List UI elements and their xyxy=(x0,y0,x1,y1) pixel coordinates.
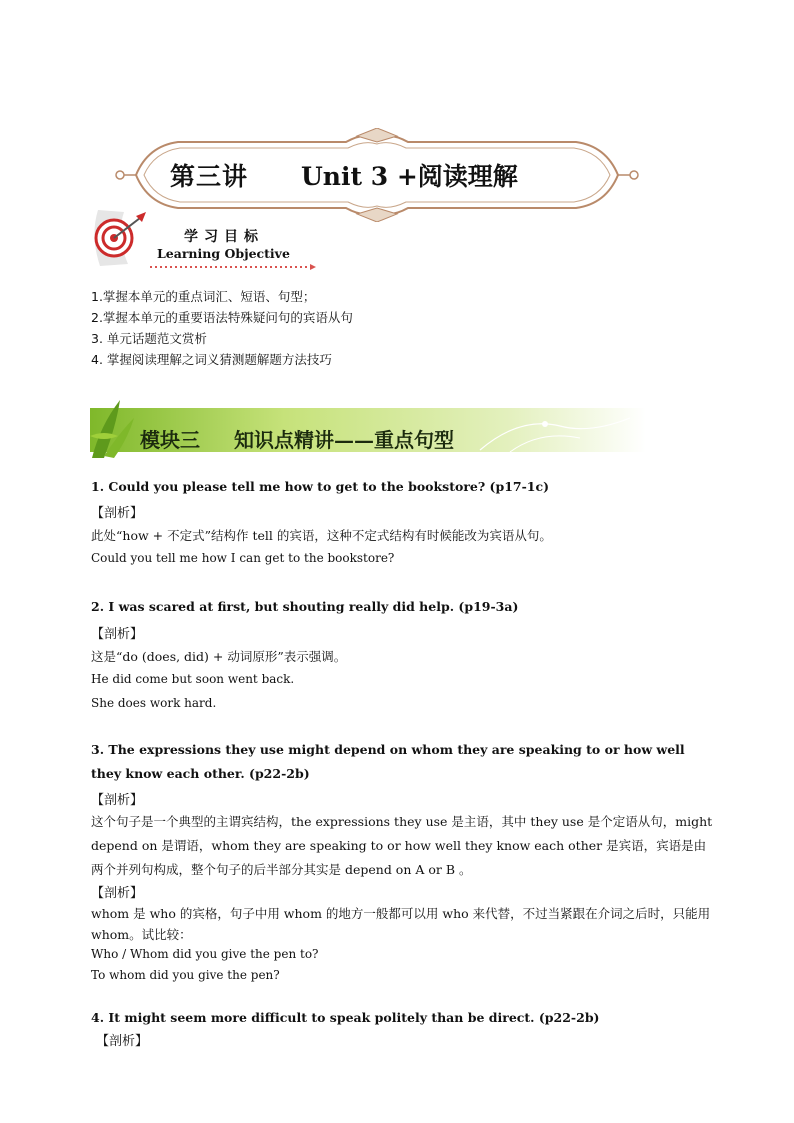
question-3: 3. The expressions they use might depend on whom they are speaking to or how well they know each other. (p22-2b) xyxy=(91,742,685,781)
analysis-tag: 【剖析】 xyxy=(91,793,144,808)
example-sentence: Could you tell me how I can get to the bookstore? xyxy=(91,551,395,565)
objective-title-cn: 学习目标 xyxy=(184,229,264,245)
module-name: 模块三 xyxy=(140,428,200,452)
example-sentence: He did come but soon went back. xyxy=(91,672,295,686)
analysis-tag: 【剖析】 xyxy=(91,886,144,901)
question-4: 4. It might seem more difficult to speak politely than be direct. (p22-2b) xyxy=(91,1010,600,1025)
objective-divider xyxy=(150,264,318,270)
question-2: 2. I was scared at first, but shouting really did help. (p19-3a) xyxy=(91,599,519,614)
lecture-number: 第三讲 xyxy=(170,162,249,191)
analysis-text: 这是“do (does, did) + 动词原形”表示强调。 xyxy=(91,649,347,664)
example-sentence: To whom did you give the pen? xyxy=(91,968,280,982)
objective-item: 3. 单元话题范文赏析 xyxy=(91,331,207,346)
objective-item: 2.掌握本单元的重要语法特殊疑问句的宾语从句 xyxy=(91,310,353,325)
objective-item: 4. 掌握阅读理解之词义猜测题解题方法技巧 xyxy=(91,352,332,367)
question-1: 1. Could you please tell me how to get to the bookstore? (p17-1c) xyxy=(91,479,549,494)
module-heading xyxy=(140,424,454,453)
target-icon xyxy=(88,206,150,272)
module-topic: 知识点精讲——重点句型 xyxy=(234,428,454,452)
unit-title: Unit 3 +阅读理解 xyxy=(301,162,518,191)
example-sentence: She does work hard. xyxy=(91,696,217,710)
analysis-text: 这个句子是一个典型的主谓宾结构，the expressions they use 是主语，其中 they use 是个定语从句，might depend on 是谓语，whom they are speaking to or how well they know each other 是宾语，宾语是由两个并列句构成，整个句子的后半部分其实是 depend on A or B 。 xyxy=(91,814,713,877)
analysis-text: whom 是 who 的宾格，句子中用 whom 的地方一般都可以用 who 来代替，不过当紧跟在介词之后时，只能用 whom。试比较： xyxy=(91,906,711,942)
analysis-text: 此处“how + 不定式”结构作 tell 的宾语，这种不定式结构有时候能改为宾语从句。 xyxy=(91,528,552,543)
analysis-tag: 【剖析】 xyxy=(91,506,144,521)
example-sentence: Who / Whom did you give the pen to? xyxy=(91,947,319,961)
analysis-tag: 【剖析】 xyxy=(96,1034,149,1049)
objective-title-en: Learning Objective xyxy=(157,246,290,261)
objective-item: 1.掌握本单元的重点词汇、短语、句型； xyxy=(91,289,316,304)
analysis-tag: 【剖析】 xyxy=(91,627,144,642)
